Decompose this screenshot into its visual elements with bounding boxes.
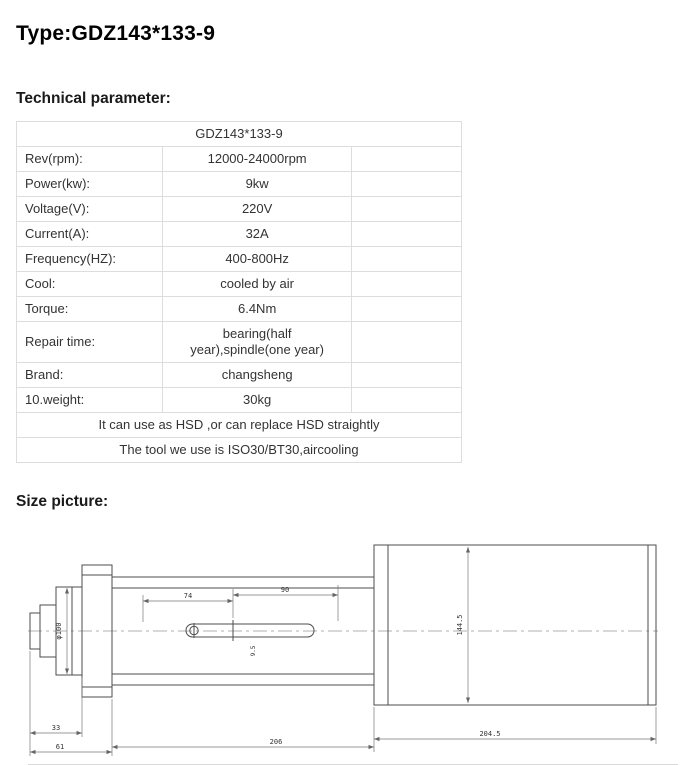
spec-empty-cell bbox=[352, 388, 462, 413]
table-note: It can use as HSD ,or can replace HSD straightly bbox=[17, 413, 462, 438]
size-picture bbox=[28, 525, 678, 765]
section-heading-technical-parameter: Technical parameter: bbox=[16, 90, 171, 107]
spindle-size-drawing bbox=[28, 525, 660, 759]
table-note: The tool we use is ISO30/BT30,aircooling bbox=[17, 438, 462, 463]
dim-label-dia-100: φ100 bbox=[55, 622, 63, 640]
spec-empty-cell bbox=[352, 222, 462, 247]
table-row bbox=[17, 388, 462, 413]
dim-label-61: 61 bbox=[55, 743, 65, 751]
spec-table-body bbox=[17, 122, 462, 463]
spec-empty-cell bbox=[352, 363, 462, 388]
spec-label: Cool: bbox=[17, 272, 163, 297]
spec-value: 32A bbox=[162, 222, 352, 247]
dim-label-slot-width: 9.5 bbox=[250, 645, 257, 657]
dim-label-144-5: 144.5 bbox=[456, 614, 464, 636]
spindle-outline bbox=[30, 545, 656, 705]
spec-label: Rev(rpm): bbox=[17, 147, 163, 172]
table-row bbox=[17, 297, 462, 322]
table-row bbox=[17, 147, 462, 172]
dim-label-74: 74 bbox=[183, 592, 193, 600]
table-row bbox=[17, 172, 462, 197]
spec-label: Torque: bbox=[17, 297, 163, 322]
table-row bbox=[17, 222, 462, 247]
table-header: GDZ143*133-9 bbox=[17, 122, 462, 147]
spec-label: Voltage(V): bbox=[17, 197, 163, 222]
spec-label: Brand: bbox=[17, 363, 163, 388]
spec-empty-cell bbox=[352, 247, 462, 272]
spec-value: 6.4Nm bbox=[162, 297, 352, 322]
spec-value: 400-800Hz bbox=[162, 247, 352, 272]
table-note-row bbox=[17, 438, 462, 463]
page-title: Type:GDZ143*133-9 bbox=[16, 22, 216, 45]
spec-label: 10.weight: bbox=[17, 388, 163, 413]
table-row bbox=[17, 322, 462, 363]
spec-value: cooled by air bbox=[162, 272, 352, 297]
spec-empty-cell bbox=[352, 172, 462, 197]
dimension-labels bbox=[52, 586, 501, 751]
table-header-row bbox=[17, 122, 462, 147]
dimension-lines bbox=[30, 547, 656, 756]
spec-value: 30kg bbox=[162, 388, 352, 413]
table-note-row bbox=[17, 413, 462, 438]
spec-empty-cell bbox=[352, 147, 462, 172]
table-row bbox=[17, 197, 462, 222]
spec-value: changsheng bbox=[162, 363, 352, 388]
spec-value: bearing(half year),spindle(one year) bbox=[162, 322, 352, 363]
spec-label: Current(A): bbox=[17, 222, 163, 247]
spec-empty-cell bbox=[352, 272, 462, 297]
spec-value: 9kw bbox=[162, 172, 352, 197]
spec-empty-cell bbox=[352, 197, 462, 222]
spec-empty-cell bbox=[352, 297, 462, 322]
spec-label: Repair time: bbox=[17, 322, 163, 363]
spec-value: 220V bbox=[162, 197, 352, 222]
technical-parameter-table bbox=[16, 121, 462, 463]
section-heading-size-picture: Size picture: bbox=[16, 493, 109, 510]
dim-label-33: 33 bbox=[51, 724, 61, 732]
table-row bbox=[17, 247, 462, 272]
table-row bbox=[17, 363, 462, 388]
dim-label-90: 90 bbox=[280, 586, 290, 594]
table-row bbox=[17, 272, 462, 297]
spec-label: Frequency(HZ): bbox=[17, 247, 163, 272]
spec-value: 12000-24000rpm bbox=[162, 147, 352, 172]
spec-empty-cell bbox=[352, 322, 462, 363]
spec-label: Power(kw): bbox=[17, 172, 163, 197]
dim-label-204-5: 204.5 bbox=[479, 730, 501, 738]
dim-label-206: 206 bbox=[269, 738, 283, 746]
